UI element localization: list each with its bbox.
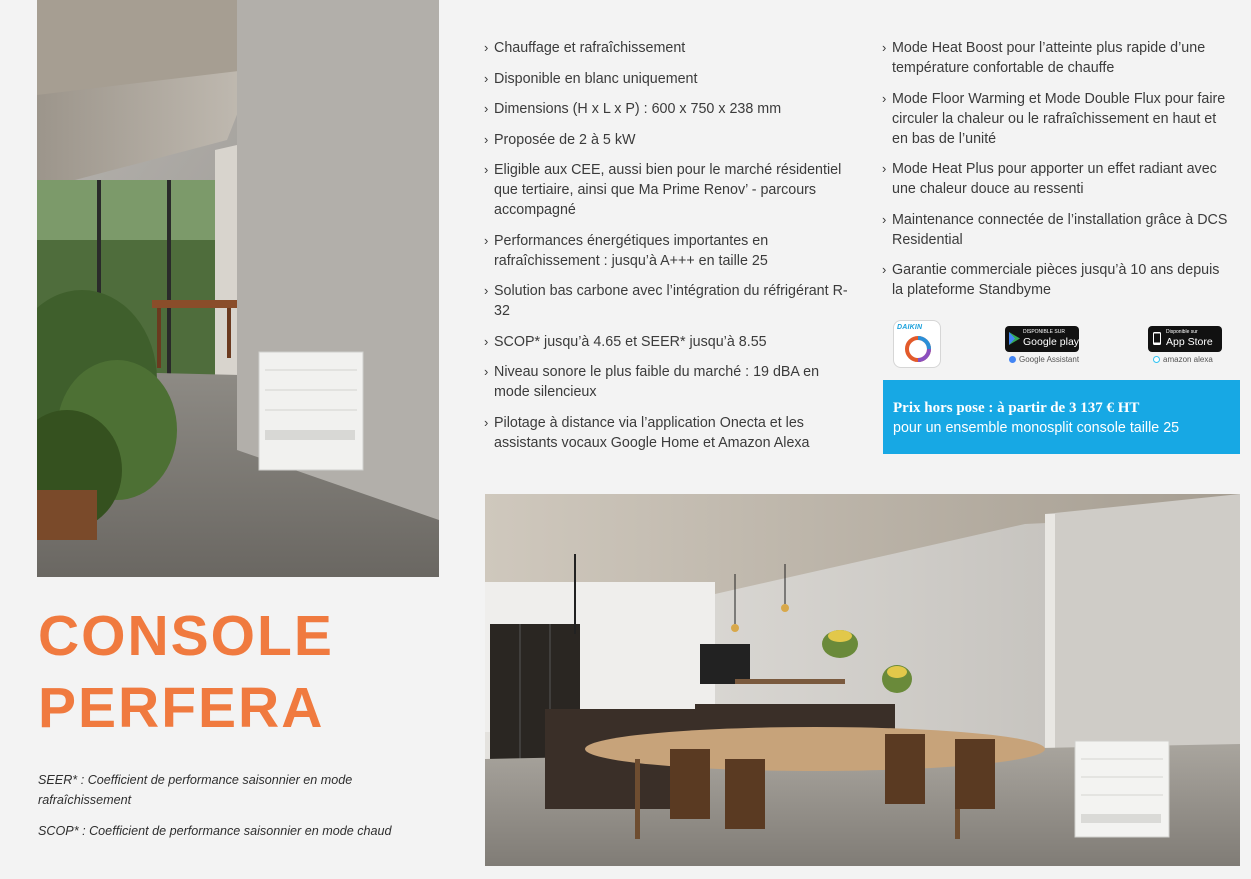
price-box (883, 380, 1240, 454)
chevron-right-icon: › (882, 40, 887, 55)
chevron-right-icon: › (484, 40, 489, 55)
feature-item: › SCOP* jusqu’à 4.65 et SEER* jusqu’à 8.55 (484, 333, 767, 350)
app-badges (893, 318, 1233, 370)
product-title (38, 600, 334, 744)
google-play-big: Google play (1023, 336, 1080, 348)
price-subtitle: pour un ensemble monosplit console taille 25 (893, 420, 1180, 436)
price-title: Prix hors pose : à partir de 3 137 € HT (893, 400, 1140, 416)
daikin-label: DAIKIN (897, 324, 923, 331)
feature-list-left (484, 38, 856, 463)
chevron-right-icon: › (484, 364, 489, 379)
feature-item: › Performances énergétiques importantes en rafraîchissement : jusqu’à A+++ en taille 25 (484, 232, 769, 269)
feature-item: › Proposée de 2 à 5 kW (484, 131, 636, 148)
google-assistant-icon (1009, 356, 1016, 363)
feature-item: › Maintenance connectée de l’installation grâce à DCS Residential (882, 211, 1228, 248)
app-store-button[interactable] (1148, 326, 1222, 352)
feature-item: › Pilotage à distance via l’application Onecta et les assistants vocaux Google Home et Amazon Alexa (484, 414, 810, 451)
feature-item: › Mode Heat Boost pour l’atteinte plus rapide d’une température confortable de chauffe (882, 40, 1206, 76)
apple-icon (1152, 332, 1162, 345)
google-play-button[interactable] (1005, 326, 1079, 352)
google-play-icon (1009, 332, 1020, 345)
chevron-right-icon: › (484, 333, 489, 349)
chevron-right-icon: › (484, 70, 489, 86)
chevron-right-icon: › (882, 161, 887, 176)
product-photo-living-room (37, 0, 439, 577)
feature-item: › Garantie commerciale pièces jusqu’à 10 ans depuis la plateforme Standbyme (882, 262, 1220, 298)
alexa-icon (1153, 356, 1160, 363)
feature-item: › Niveau sonore le plus faible du marché : 19 dBA en mode silencieux (484, 364, 820, 400)
chevron-right-icon: › (484, 414, 489, 430)
feature-item: › Dimensions (H x L x P) : 600 x 750 x 238 mm (484, 101, 782, 117)
feature-item: › Eligible aux CEE, aussi bien pour le marché résidentiel que tertiaire, ainsi que Ma Prime Renov’ - parcours accompagné (484, 162, 842, 218)
product-title-line-1: CONSOLE (38, 604, 334, 668)
google-assistant-label: Google Assistant (1009, 355, 1079, 364)
footnote-scop: SCOP* : Coefficient de performance saisonnier en mode chaud (38, 824, 392, 838)
google-play-small: DISPONIBLE SUR (1023, 329, 1065, 335)
product-title-line-2: PERFERA (38, 676, 325, 740)
chevron-right-icon: › (882, 90, 887, 106)
product-photo-kitchen (485, 494, 1240, 866)
amazon-alexa-label: amazon alexa (1153, 355, 1213, 364)
onecta-ring-icon (904, 335, 932, 363)
chevron-right-icon: › (882, 211, 887, 227)
footnote-seer: SEER* : Coefficient de performance saisonnier en mode rafraîchissement (38, 773, 353, 807)
chevron-right-icon: › (484, 101, 489, 116)
feature-item: › Solution bas carbone avec l’intégration du réfrigérant R-32 (484, 283, 848, 319)
chevron-right-icon: › (484, 283, 489, 298)
feature-item: › Disponible en blanc uniquement (484, 70, 698, 87)
daikin-app-icon[interactable] (893, 320, 941, 368)
feature-item: › Chauffage et rafraîchissement (484, 40, 686, 56)
chevron-right-icon: › (484, 162, 489, 177)
chevron-right-icon: › (484, 131, 489, 147)
feature-item: › Mode Floor Warming et Mode Double Flux pour faire circuler la chaleur ou le rafraîchissement en haut et en bas de l’unité (882, 90, 1226, 147)
chevron-right-icon: › (882, 262, 887, 277)
chevron-right-icon: › (484, 232, 489, 248)
app-store-small: Disponible sur (1166, 329, 1198, 335)
app-store-big: App Store (1166, 336, 1213, 348)
feature-item: › Mode Heat Plus pour apporter un effet radiant avec une chaleur douce au ressenti (882, 161, 1217, 197)
feature-list-right (882, 38, 1232, 311)
